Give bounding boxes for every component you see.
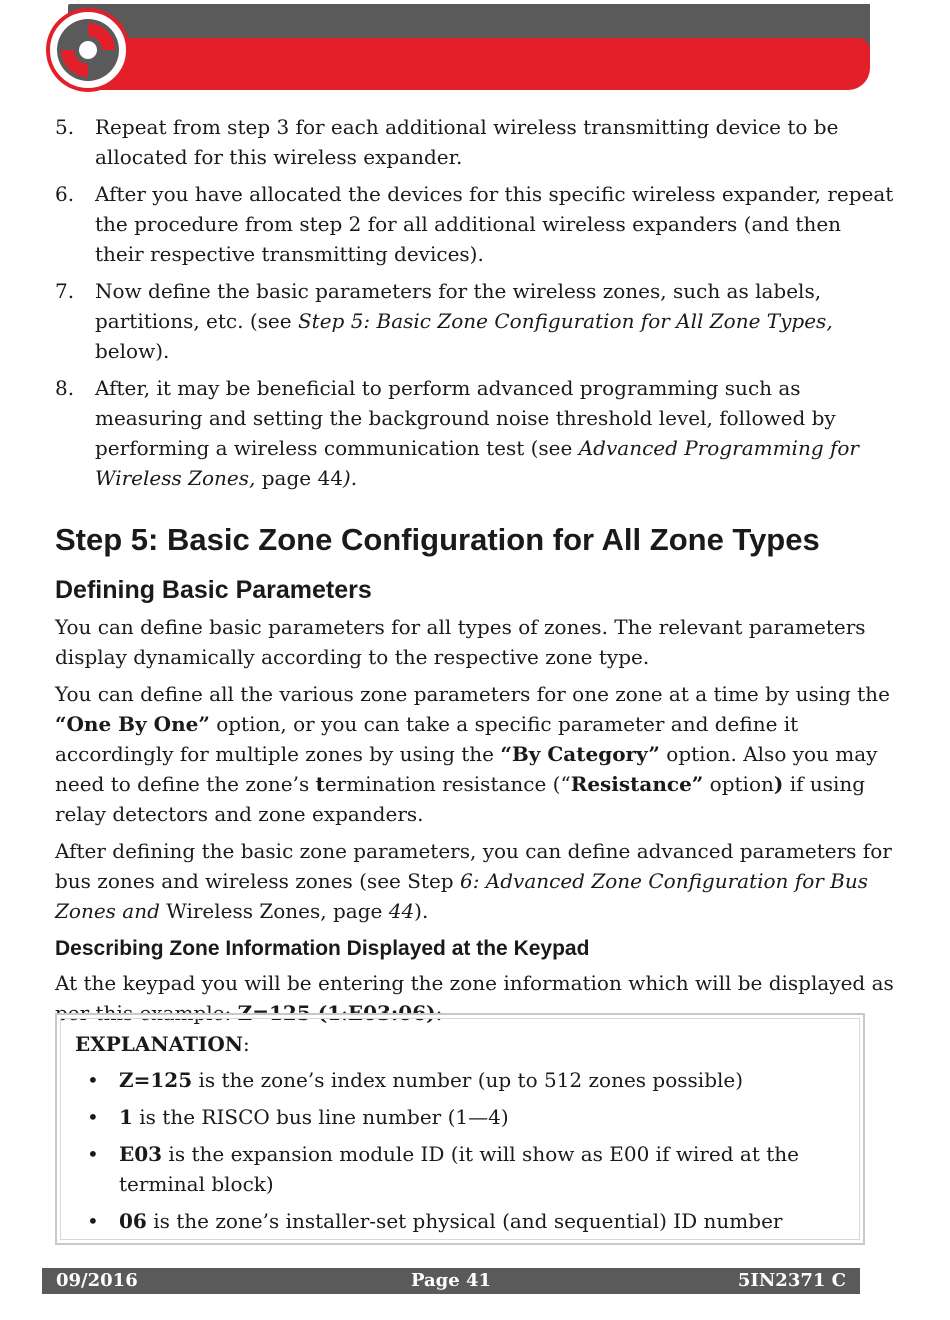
text: option. Also you may need to define the zone’s: [55, 742, 878, 796]
definition: is the zone’s index number (up to 512 zones possible): [192, 1068, 744, 1092]
list-item: [75, 1206, 845, 1236]
list-item: [55, 276, 895, 366]
text: t: [315, 772, 325, 796]
step-text: Now define the basic parameters for the wireless zones, such as labels, partitions, etc. (see: [95, 279, 822, 333]
list-item: [55, 112, 895, 172]
example-code: E03:06): [347, 1001, 436, 1025]
step-number: 5.: [55, 115, 75, 139]
term: 06: [119, 1209, 147, 1233]
option-name: Resistance”: [570, 772, 704, 796]
cross-reference-link[interactable]: 6: Advanced Zone Configuration for Bus Zones and: [55, 869, 868, 923]
text: ): [773, 772, 784, 796]
paragraph: You can define basic parameters for all types of zones. The relevant parameters display dynamically according to the respective zone type.: [55, 615, 866, 669]
risco-swirl-logo-icon: [44, 6, 132, 94]
text: option, or you can take a specific parameter and define it accordingly for multiple zones by using the: [55, 712, 799, 766]
cross-reference-link[interactable]: Step 5: Basic Zone Configuration for All Zone Types,: [297, 309, 833, 333]
text: if using relay detectors and zone expanders.: [55, 772, 866, 826]
subsection-heading: Describing Zone Information Displayed at the Keypad: [55, 937, 590, 960]
text: option: [703, 772, 774, 796]
text: Wireless Zones, page: [159, 899, 389, 923]
definition: is the expansion module ID (it will show as E00 if wired at the terminal block): [119, 1142, 799, 1196]
bullet-icon: •: [87, 1209, 99, 1233]
explanation-list: [75, 1065, 845, 1236]
subsection-heading: Defining Basic Parameters: [55, 576, 372, 604]
step-text: below).: [95, 339, 170, 363]
bullet-icon: •: [87, 1068, 99, 1092]
step-text: After you have allocated the devices for this specific wireless expander, repeat the procedure from step 2 for all additional wireless expanders (and then their respective transmitting devices).: [95, 182, 894, 266]
term: 1: [119, 1105, 133, 1129]
step-number: 7.: [55, 279, 75, 303]
text: :: [341, 1001, 348, 1025]
step-text: page 44: [255, 466, 343, 490]
explanation-heading: EXPLANATION: [75, 1032, 244, 1056]
step-number: 6.: [55, 182, 75, 206]
bullet-icon: •: [87, 1105, 99, 1129]
list-item: [75, 1065, 845, 1095]
option-name: “By Category”: [500, 742, 660, 766]
paragraph: [55, 836, 895, 926]
text: After defining the basic zone parameters, you can define advanced parameters for bus zones and wireless zones (see Step: [55, 839, 892, 893]
definition: is the RISCO bus line number (1—4): [132, 1105, 509, 1129]
option-name: “One By One”: [55, 712, 210, 736]
text: ermination resistance (“: [324, 772, 571, 796]
page-reference: 44: [388, 899, 415, 923]
text: You can define all the various zone parameters for one zone at a time by using the: [55, 682, 890, 706]
list-item: [75, 1139, 845, 1199]
text: :: [243, 1032, 250, 1056]
list-item: [55, 373, 895, 493]
section-heading: Step 5: Basic Zone Configuration for All Zone Types: [55, 522, 820, 557]
page-content: [55, 112, 895, 1035]
header-red-band: [80, 46, 870, 90]
term: E03: [119, 1142, 163, 1166]
text: At the keypad you will be entering the zone information which will be displayed as per this example:: [55, 971, 894, 1025]
step-number: 8.: [55, 376, 75, 400]
paragraph: [55, 679, 895, 829]
text: ).: [414, 899, 429, 923]
list-item: [75, 1102, 845, 1132]
page-footer: [42, 1268, 860, 1294]
text: :: [435, 1001, 443, 1025]
bullet-icon: •: [87, 1142, 99, 1166]
list-item: [55, 179, 895, 269]
cross-reference-link[interactable]: Advanced Programming for Wireless Zones,: [95, 436, 859, 490]
example-code: Z=125 (1: [237, 1001, 342, 1025]
step-text: Repeat from step 3 for each additional wireless transmitting device to be allocated for this wireless expander.: [95, 115, 839, 169]
definition: is the zone’s installer-set physical (and sequential) ID number: [146, 1209, 783, 1233]
footer-page-number: Page 41: [410, 1270, 492, 1291]
step-text: After, it may be beneficial to perform advanced programming such as measuring and setting the background noise threshold level, followed by performing a wireless communication test (see: [95, 376, 836, 460]
footer-date: 09/2016: [56, 1270, 138, 1291]
steps-list: [55, 112, 895, 493]
explanation-title: [75, 1029, 845, 1059]
explanation-box: [55, 1013, 865, 1245]
term: Z=125: [119, 1068, 193, 1092]
footer-document-code: 5IN2371 C: [737, 1270, 846, 1291]
step-text: ).: [342, 466, 358, 490]
